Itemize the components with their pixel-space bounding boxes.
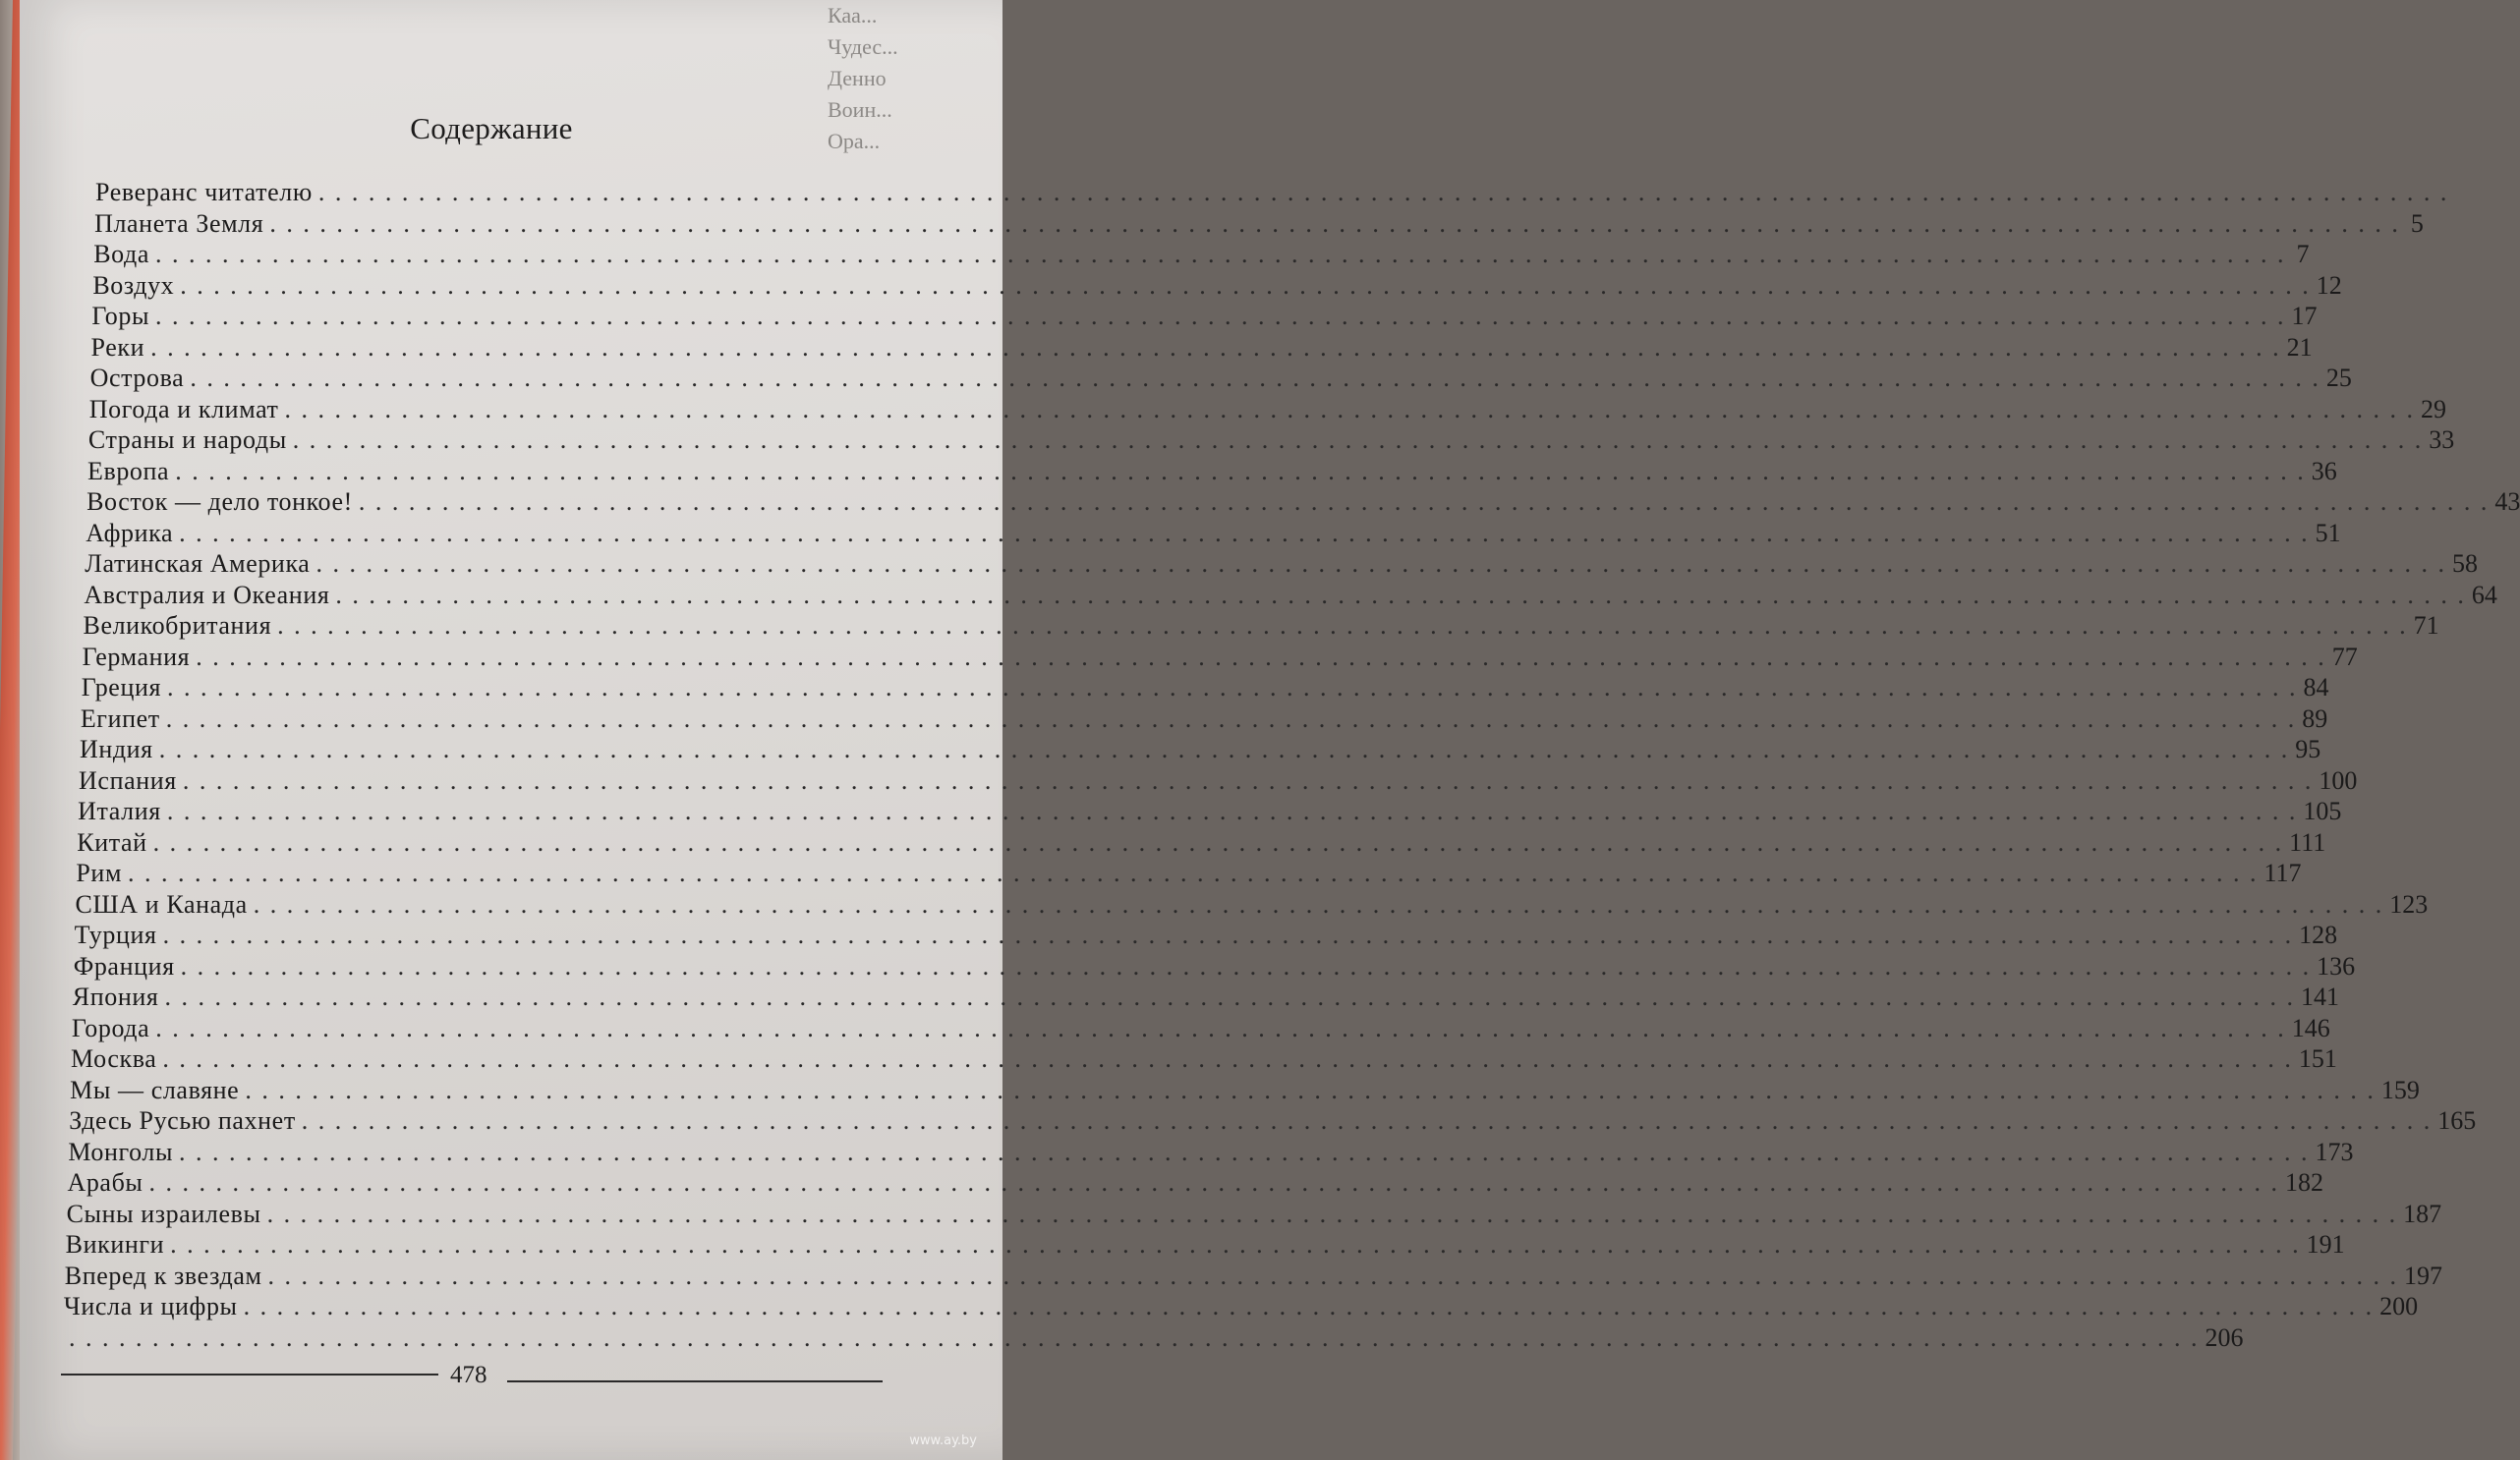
toc-entry-title: Викинги [65, 1230, 165, 1259]
toc-entry [68, 1137, 2354, 1167]
toc-entry-title: Латинская Америка [85, 549, 311, 578]
toc-entry [82, 642, 2358, 672]
toc-entry-page: 136 [2317, 951, 2356, 981]
toc-entry-page: 33 [2429, 425, 2455, 454]
footer-rule-left [61, 1374, 438, 1376]
toc-entry [79, 734, 2321, 764]
bleed-line: Ора... [828, 129, 881, 153]
toc-entry-page: 12 [2316, 270, 2342, 300]
toc-entry-page: 141 [2300, 983, 2339, 1011]
toc-entry [94, 208, 2424, 239]
toc-entry-page: 84 [2303, 673, 2329, 702]
toc-entry [87, 424, 2455, 455]
toc-entry-title: Африка [86, 518, 174, 547]
toc-leader-dots [181, 951, 2312, 982]
toc-entry-title: Италия [78, 797, 161, 825]
toc-leader-dots [159, 734, 2290, 764]
toc-leader-dots [150, 332, 2281, 363]
toc-entry [86, 486, 2520, 517]
toc-entry-title: Египет [80, 703, 160, 733]
toc-entry-title: Реверанс читателю [95, 178, 313, 206]
toc-entry-page: 100 [2319, 765, 2358, 795]
toc-entry-title: Москва [71, 1044, 157, 1073]
toc-entry-title: Германия [82, 642, 191, 671]
toc-leader-dots [196, 642, 2326, 672]
toc-leader-dots [162, 1043, 2293, 1074]
toc-entry [79, 765, 2358, 796]
toc-entry-page: 146 [2291, 1013, 2330, 1042]
toc-entry-page: 173 [2315, 1137, 2354, 1166]
toc-leader-dots [277, 610, 2408, 641]
toc-entry-page: 5 [2410, 208, 2424, 238]
toc-entry-page: 36 [2311, 456, 2337, 485]
toc-entry-title: Рим [76, 859, 123, 887]
toc-entry-page: 17 [2291, 302, 2318, 330]
toc-entry-page: 151 [2298, 1044, 2337, 1073]
toc-entry-page: 21 [2286, 332, 2313, 362]
toc-entry-title: Великобритания [83, 611, 272, 640]
toc-entry [81, 672, 2329, 702]
toc-entry-title: Воздух [92, 270, 175, 300]
toc-entry [63, 1291, 2419, 1321]
footer-rule-right [507, 1380, 883, 1382]
toc-entry [71, 1043, 2337, 1074]
toc-entry-page: 105 [2303, 797, 2342, 825]
toc-entry-page: 43 [2494, 487, 2520, 516]
bleed-line: Каа... [828, 3, 878, 28]
toc-entry [67, 1167, 2323, 1198]
toc-entry [70, 1075, 2420, 1105]
toc-leader-dots [254, 889, 2384, 920]
toc-leader-dots [170, 1229, 2301, 1260]
toc-entry-title: Арабы [67, 1168, 143, 1197]
toc-entry [69, 1105, 2477, 1136]
toc-entry [90, 332, 2313, 363]
toc-entry-page: 165 [2437, 1106, 2477, 1135]
toc-entry [80, 703, 2328, 734]
toc-entry-title: Турция [74, 921, 157, 949]
toc-entry-title: Греция [81, 673, 162, 702]
toc-entry [86, 456, 2337, 486]
bleed-line: Денно [828, 66, 887, 90]
toc-entry-title: Монголы [68, 1137, 174, 1166]
page-title: Содержание [410, 111, 573, 145]
toc-leader-dots [148, 1167, 2279, 1198]
toc-leader-dots [155, 1013, 2286, 1043]
toc-entry-page: 191 [2306, 1230, 2345, 1259]
toc-entry-title: Горы [91, 302, 150, 330]
toc-leader-dots [179, 1137, 2310, 1167]
toc-leader-dots [302, 1105, 2433, 1136]
toc-entry-title: Числа и цифры [63, 1292, 238, 1320]
toc-leader-dots [244, 1291, 2375, 1321]
toc-entry-page: 200 [2379, 1292, 2419, 1320]
watermark: www.ay.by [909, 1433, 977, 1448]
toc-entry-title: Австралия и Океания [84, 580, 330, 609]
toc-leader-dots [179, 518, 2310, 548]
toc-entry-page: 71 [2413, 611, 2439, 640]
toc-entry-title: Острова [89, 364, 185, 392]
toc-leader-dots [180, 270, 2311, 301]
toc-entry [88, 394, 2447, 424]
bleed-line: Воин... [828, 97, 892, 122]
toc-entry-title: Мы — славяне [70, 1075, 240, 1104]
toc-entry [76, 858, 2302, 888]
toc-entry-title: Погода и климат [88, 394, 279, 423]
bleed-line: Чудес... [828, 34, 898, 59]
toc-leader-dots [318, 177, 2449, 207]
toc-leader-dots [268, 1261, 2399, 1291]
toc-leader-dots [167, 672, 2298, 702]
toc-leader-dots [335, 580, 2466, 610]
toc-entry-title: Европа [86, 456, 170, 485]
toc-leader-dots [359, 486, 2490, 517]
toc-entry-title: США и Канада [75, 889, 248, 919]
toc-entry [63, 1322, 2244, 1353]
toc-leader-dots [285, 394, 2416, 424]
toc-leader-dots [155, 301, 2286, 331]
toc-leader-dots [166, 703, 2297, 734]
toc-entry-page: 117 [2263, 859, 2302, 887]
toc-leader-dots [315, 548, 2446, 579]
toc-entry-title: Вперед к звездам [64, 1261, 262, 1290]
toc-entry-page: 64 [2471, 580, 2497, 609]
toc-entry [84, 580, 2497, 610]
toc-entry-title: Здесь Русью пахнет [69, 1106, 296, 1135]
toc-entry-page: 95 [2295, 735, 2321, 763]
toc-entry-page: 182 [2284, 1168, 2323, 1197]
toc-entry [93, 239, 2310, 269]
toc-entry-title: Реки [90, 332, 145, 362]
toc-leader-dots [245, 1075, 2376, 1105]
toc-entry-title: Испания [79, 765, 177, 795]
toc-entry [95, 177, 912, 207]
toc-entry [77, 827, 2326, 858]
toc-entry-title: Китай [77, 827, 147, 857]
toc-entry-title: Франция [73, 951, 175, 981]
toc-entry-page: 128 [2299, 921, 2338, 949]
toc-leader-dots [164, 982, 2295, 1012]
toc-entry-page: 29 [2421, 394, 2447, 423]
toc-entry-page: 111 [2289, 827, 2326, 857]
toc-entry-page: 89 [2302, 703, 2328, 733]
toc-entry [85, 548, 2478, 579]
toc-entry-page: 187 [2403, 1199, 2442, 1228]
toc-leader-dots [267, 1199, 2398, 1229]
toc-entry-title: Индия [79, 735, 153, 763]
toc-entry-title: Сыны израилевы [66, 1199, 261, 1228]
toc-entry [89, 363, 2352, 393]
toc-leader-dots [167, 796, 2298, 826]
toc-entry-page: 206 [2205, 1322, 2244, 1352]
toc-entry [91, 301, 2318, 331]
toc-entry-title: Города [71, 1013, 150, 1042]
toc-leader-dots [155, 239, 2286, 269]
toc-leader-dots [293, 424, 2424, 455]
toc-entry-page: 58 [2451, 549, 2478, 578]
toc-entry-page: 159 [2380, 1075, 2420, 1104]
toc-leader-dots [128, 858, 2259, 888]
toc-entry-page: 7 [2296, 240, 2310, 268]
toc-leader-dots [190, 363, 2320, 393]
toc-entry-page: 77 [2331, 642, 2358, 671]
toc-entry [74, 920, 2338, 950]
page-number: 478 [450, 1362, 487, 1388]
toc-entry-page: 123 [2389, 889, 2429, 919]
toc-entry-title: Восток — дело тонкое! [86, 487, 353, 516]
toc-entry-title: Япония [72, 983, 159, 1011]
toc-entry-page: 25 [2325, 364, 2352, 392]
toc-entry [66, 1199, 2442, 1229]
toc-entry [75, 889, 2429, 920]
toc-entry [92, 270, 2342, 301]
toc-leader-dots [183, 765, 2314, 796]
toc-entry-title: Вода [93, 240, 149, 268]
toc-entry [83, 610, 2439, 641]
toc-leader-dots [175, 456, 2306, 486]
toc-entry-title: Страны и народы [87, 425, 287, 454]
toc-entry [65, 1229, 2345, 1260]
toc-entry [64, 1261, 2443, 1291]
toc-entry [71, 1013, 2330, 1043]
toc-entry [78, 796, 2342, 826]
toc-leader-dots [153, 827, 2284, 858]
toc-entry-title: Планета Земля [94, 208, 264, 238]
toc-entry [86, 518, 2341, 548]
toc-leader-dots [163, 920, 2294, 950]
toc-leader-dots [69, 1322, 2200, 1353]
toc-entry [73, 951, 2356, 982]
toc-entry-page: 197 [2404, 1261, 2443, 1290]
toc-leader-dots [269, 208, 2400, 239]
table-of-contents [0, 177, 2520, 1376]
toc-entry [72, 982, 2339, 1012]
toc-entry-page: 51 [2315, 518, 2341, 547]
